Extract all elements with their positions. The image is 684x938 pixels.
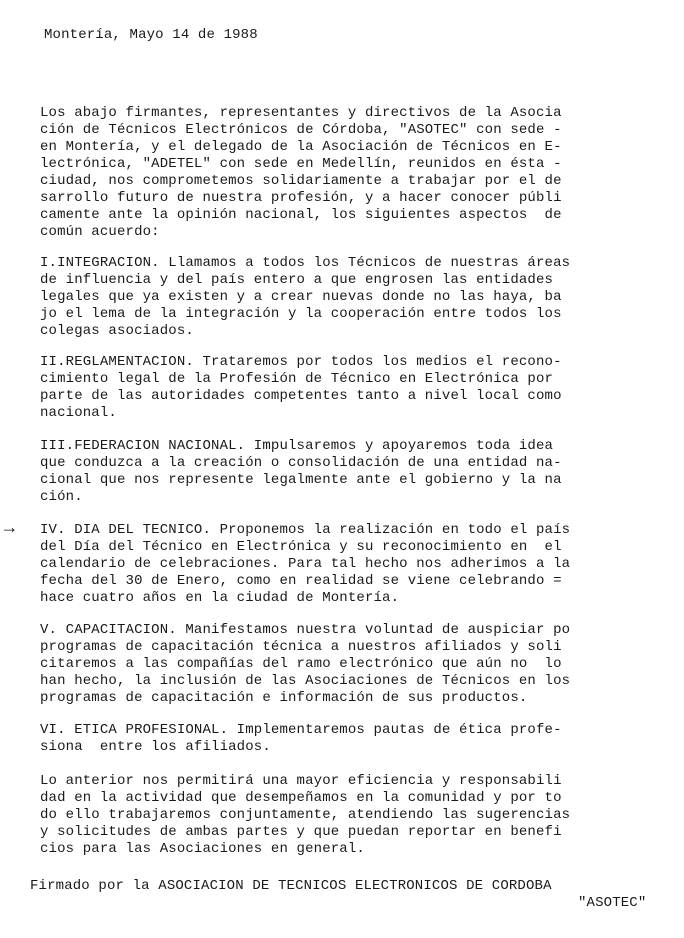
margin-arrow-icon: → (4, 519, 15, 539)
closing-line: dad en la actividad que desempeñamos en la comunidad y por to (40, 790, 562, 806)
intro-line: ción de Técnicos Electrónicos de Córdoba, "ASOTEC" con sede - (40, 122, 562, 138)
intro-line: ciudad, nos comprometemos solidariamente a trabajar por el de (40, 173, 562, 189)
closing-line: do ello trabajaremos conjuntamente, atendiendo las sugerencias (40, 807, 571, 823)
section-reglamentacion-line: II.REGLAMENTACION. Trataremos por todos los medios el recono- (40, 354, 562, 370)
intro-line: Los abajo firmantes, representantes y directivos de la Asocia (40, 105, 562, 121)
section-integracion-line: jo el lema de la integración y la cooperación entre todos los (40, 306, 562, 322)
closing-line: y solicitudes de ambas partes y que puedan reportar en benefi (40, 824, 562, 840)
signature-acronym: "ASOTEC" (578, 895, 647, 911)
section-dia-tecnico-line: fecha del 30 de Enero, como en realidad se viene celebrando = (40, 573, 562, 589)
section-reglamentacion-line: nacional. (40, 405, 117, 421)
section-reglamentacion-line: parte de las autoridades competentes tanto a nivel local como (40, 388, 562, 404)
section-integracion-line: legales que ya existen y a crear nuevas donde no las haya, ba (40, 289, 562, 305)
section-capacitacion-line: citaremos a las compañías del ramo electrónico que aún no lo (40, 656, 562, 672)
intro-line: lectrónica, "ADETEL" con sede en Medellín, reunidos en ésta - (40, 156, 562, 172)
intro-line: camente ante la opinión nacional, los siguientes aspectos de (40, 207, 562, 223)
letter-date: Montería, Mayo 14 de 1988 (44, 27, 258, 43)
section-etica-line: VI. ETICA PROFESIONAL. Implementaremos pautas de ética profe- (40, 722, 562, 738)
section-integracion-line: de influencia y del país entero a que engrosen las entidades (40, 272, 554, 288)
section-federacion-line: ción. (40, 489, 83, 505)
closing-line: cios para las Asociaciones en general. (40, 841, 365, 857)
intro-line: en Montería, y el delegado de la Asociación de Técnicos en E- (40, 139, 562, 155)
section-dia-tecnico-line: del Día del Técnico en Electrónica y su reconocimiento en el (40, 539, 562, 555)
signature-line: Firmado por la ASOCIACION DE TECNICOS ELECTRONICOS DE CORDOBA (30, 878, 552, 894)
section-integracion-line: colegas asociados. (40, 323, 194, 339)
intro-line: sarrollo futuro de nuestra profesión, y a hacer conocer públi (40, 190, 562, 206)
closing-line: Lo anterior nos permitirá una mayor eficiencia y responsabili (40, 773, 562, 789)
section-integracion-line: I.INTEGRACION. Llamamos a todos los Técnicos de nuestras áreas (40, 255, 571, 271)
section-federacion-line: III.FEDERACION NACIONAL. Impulsaremos y apoyaremos toda idea (40, 438, 554, 454)
intro-line: común acuerdo: (40, 224, 160, 240)
section-capacitacion-line: programas de capacitación técnica a nuestros afiliados y soli (40, 639, 562, 655)
section-capacitacion-line: V. CAPACITACION. Manifestamos nuestra voluntad de auspiciar po (40, 622, 571, 638)
section-dia-tecnico-line: hace cuatro años en la ciudad de Montería. (40, 590, 400, 606)
section-etica-line: siona entre los afiliados. (40, 739, 271, 755)
section-federacion-line: cional que nos represente legalmente ante el gobierno y la na (40, 472, 562, 488)
section-dia-tecnico-line: IV. DIA DEL TECNICO. Proponemos la realización en todo el país (40, 522, 571, 538)
section-reglamentacion-line: cimiento legal de la Profesión de Técnico en Electrónica por (40, 371, 554, 387)
section-capacitacion-line: han hecho, la inclusión de las Asociaciones de Técnicos en los (40, 673, 571, 689)
section-dia-tecnico-line: calendario de celebraciones. Para tal hecho nos adherimos a la (40, 556, 571, 572)
section-federacion-line: que conduzca a la creación o consolidación de una entidad na- (40, 455, 562, 471)
section-capacitacion-line: programas de capacitación e información de sus productos. (40, 690, 528, 706)
